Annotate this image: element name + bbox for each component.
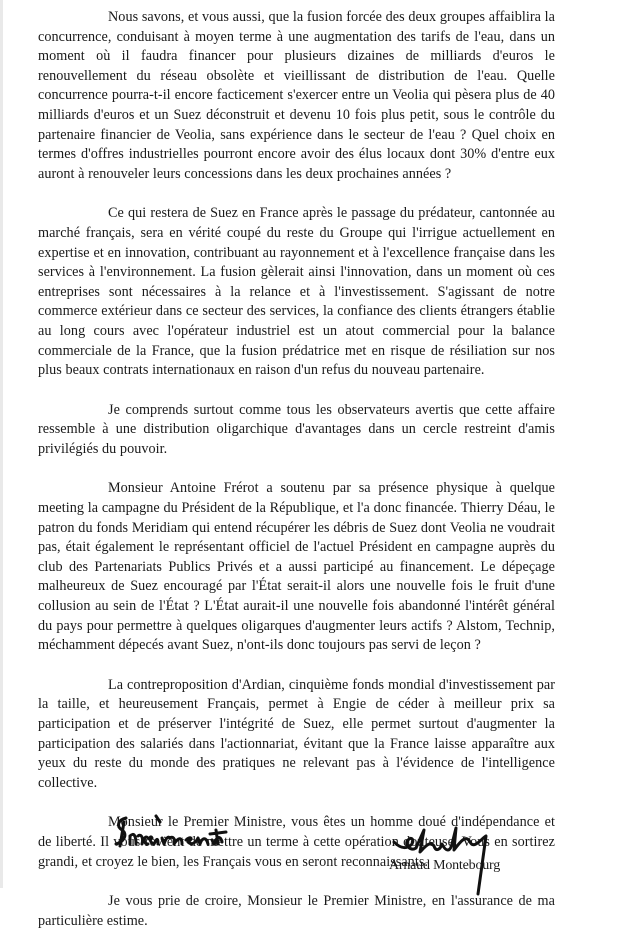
- paragraph-oligarchic-distribution: [38, 401, 555, 460]
- page-left-edge: [0, 0, 3, 888]
- paragraph-veolia-suez-competition: [38, 8, 555, 184]
- paragraph-text: Nous savons, et vous aussi, que la fusion forcée des deux groupes affaiblira la concurrence, conduisant à moyen terme à une augmentation des tarifs de l'eau, dans un moment où il faudra financer pour plusieurs dizaines de milliards d'euros le renouvellement du réseau obsolète et vieillissant de distribution de l'eau. Quelle concurrence pourra-t-il encore facticement s'exercer entre un Veolia qui pèsera plus de 40 milliards d'euros et un Suez déconstruit et devenu 10 fois plus petit, sous le contrôle du partenaire financier de Veolia, sans expérience dans le secteur de l'eau ? Quel choix en termes d'offres industrielles pourront encore avoir des élus locaux dont 30% d'entre eux auront à renouveler leurs concessions dans les deux prochaines années ?: [38, 9, 555, 182]
- paragraph-text: Je vous prie de croire, Monsieur le Premier Ministre, en l'assurance de ma particulière estime.: [38, 893, 555, 929]
- paragraph-campaign-financing: [38, 479, 555, 655]
- handwritten-sincerement: [112, 812, 252, 852]
- paragraph-text: Monsieur le Premier Ministre, vous êtes un homme doué d'indépendance et de liberté. Il vous revient de mettre un terme à cette opération douteuse. Vous en sortirez grandi, et croyez le bien, les Français vous en seront reconnaissants.: [38, 814, 555, 870]
- paragraph-text: La contreproposition d'Ardian, cinquième fonds mondial d'investissement par la taille, et heureusement Français, permet à Engie de céder à meilleur prix sa participation et de préserver l'intégrité de Suez, elle permet surtout d'augmenter la participation des salariés dans l'actionnariat, évitant que la France laisse apparaître aux yeux du reste du monde des pratiques ne relevant pas à l'évidence de l'intelligence collective.: [38, 676, 555, 791]
- paragraph-suez-after-predator: [38, 204, 555, 380]
- paragraph-closing-formula: [38, 892, 555, 931]
- signature-block: [0, 808, 620, 888]
- paragraph-ardian-proposal: [38, 676, 555, 794]
- signer-name: Arnaud Montebourg: [389, 858, 501, 873]
- paragraph-text: Je comprends surtout comme tous les observateurs avertis que cette affaire ressemble à une distribution oligarchique d'avantages dans un cercle restreint d'amis privilégiés du pouvoir.: [38, 401, 555, 457]
- paragraph-text: Ce qui restera de Suez en France après le passage du prédateur, cantonnée au marché français, sera en vérité coupé du reste du Groupe qui l'irrigue actuellement en expertise et en innovation, contribuant au rayonnement et à l'excellence française dans les services à l'environnement. La fusion gèlerait ainsi l'innovation, dans un moment où ces entreprises sont nécessaires à la relance et à l'investissement. S'agissant de notre commerce extérieur dans ce secteur des services, la confiance des clients étrangers établie au long cours avec l'opérateur industriel est un atout commercial pour la balance commerciale de la France, que la fusion prédatrice met en risque de résiliation sur nos plus beaux contrats internationaux en raison d'un refus du nouveau partenaire.: [38, 205, 555, 379]
- paragraph-text: Monsieur Antoine Frérot a soutenu par sa présence physique à quelque meeting la campagne du Président de la République, et l'a donc financée. Thierry Déau, le patron du fonds Meridiam qui entend récupérer les débris de Suez dont Veolia ne voudrait pas, était également le représentant officiel de l'actuel Président en campagne auprès du club des Partenariats Publics Privés et a aussi participé au financement. Le dépeçage malheureux de Suez encouragé par l'État serait-il alors une nouvelle fois le fruit d'une collusion au sein de l'État ? L'État aurait-il une nouvelle fois abandonné l'intérêt général du pays pour permettre à quelques oligarques d'augmenter leurs actifs ? Alstom, Technip, méchamment dépecés avant Suez, n'ont-ils donc toujours pas servi de leçon ?: [38, 480, 555, 654]
